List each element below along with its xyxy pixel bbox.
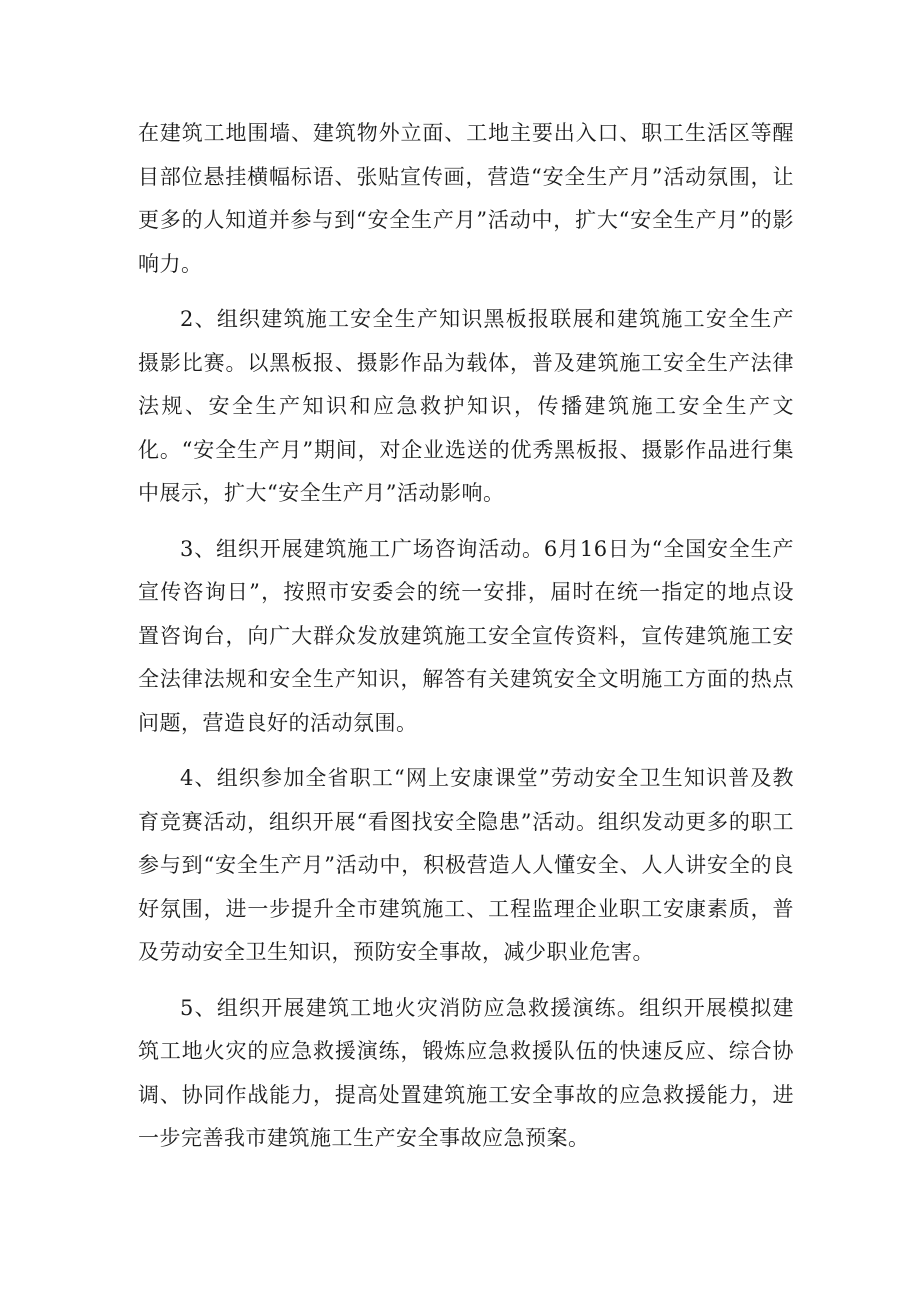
paragraph-item-3: 3、组织开展建筑施工广场咨询活动。6月16日为“全国安全生产宣传咨询日”，按照市安委会的统一安排，届时在统一指定的地点设置咨询台，向广大群众发放建筑施工安全宣传资料，宣传建筑施工安全法律法规和安全生产知识，解答有关建筑安全文明施工方面的热点问题，营造良好的活动氛围。 <box>138 536 794 735</box>
paragraph-item-5: 5、组织开展建筑工地火灾消防应急救援演练。组织开展模拟建筑工地火灾的应急救援演练，锻炼应急救援队伍的快速反应、综合协调、协同作战能力，提高处置建筑施工安全事故的应急救援能力，进一步完善我市建筑施工生产安全事故应急预案。 <box>138 995 794 1150</box>
paragraph-item-2: 2、组织建筑施工安全生产知识黑板报联展和建筑施工安全生产摄影比赛。以黑板报、摄影作品为载体，普及建筑施工安全生产法律法规、安全生产知识和应急救护知识，传播建筑施工安全生产文化。“安全生产月”期间，对企业选送的优秀黑板报、摄影作品进行集中展示，扩大“安全生产月”活动影响。 <box>138 307 794 505</box>
document-page <box>138 112 794 1173</box>
paragraph-item-4: 4、组织参加全省职工“网上安康课堂”劳动安全卫生知识普及教育竞赛活动，组织开展“看图找安全隐患”活动。组织发动更多的职工参与到“安全生产月”活动中，积极营造人人懂安全、人人讲安全的良好氛围，进一步提升全市建筑施工、工程监理企业职工安康素质，普及劳动安全卫生知识，预防安全事故，减少职业危害。 <box>138 766 794 964</box>
paragraph-continuation: 在建筑工地围墙、建筑物外立面、工地主要出入口、职工生活区等醒目部位悬挂横幅标语、张贴宣传画，营造“安全生产月”活动氛围，让更多的人知道并参与到“安全生产月”活动中，扩大“安全生产月”的影响力。 <box>138 121 794 276</box>
